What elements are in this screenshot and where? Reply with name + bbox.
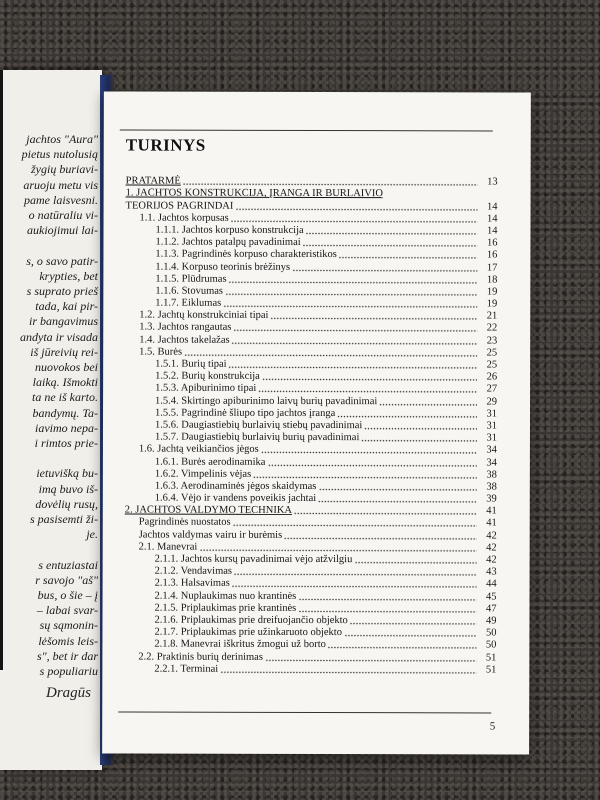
toc-leader-dots [234, 568, 477, 577]
toc-leader-dots [294, 507, 477, 515]
facing-page-line: jachtos "Aura" [26, 132, 98, 146]
toc-entry-label: 1.1.3. Pagrindinės korpuso charakteristikos [155, 248, 337, 261]
toc-entry-label: 1.5.3. Apiburinimo tipai [155, 382, 257, 395]
toc-entry [125, 273, 497, 286]
facing-page-line: sų sąmonin- [39, 618, 98, 633]
toc-entry-page: 31 [486, 408, 498, 420]
toc-entry-page: 50 [485, 639, 497, 651]
toc-leader-dots [318, 483, 476, 491]
toc-entry [124, 651, 496, 664]
toc-entry-label: 2.1.1. Jachtos kursų pavadinimai vėjo atžvilgiu [154, 553, 353, 566]
toc-entry-page: 42 [486, 530, 497, 542]
toc-entry-label: PRATARMĖ [125, 175, 181, 187]
toc-entry-label: 1.1.5. Plūdrumas [155, 273, 227, 285]
toc-entry-label: 1.5. Burės [139, 346, 183, 358]
toc-entry-label: 1.5.5. Pagrindinė šliupo tipo jachtos įranga [155, 407, 336, 419]
toc-entry-page: 21 [486, 310, 498, 322]
toc-entry-page: 26 [486, 371, 498, 383]
toc-entry [125, 236, 497, 249]
toc-entry [125, 529, 497, 542]
facing-page-line: ta ne iš karto. [32, 390, 98, 405]
facing-page-line: lėšomis leis- [38, 633, 98, 648]
toc-entry [125, 407, 497, 420]
toc-leader-dots [261, 446, 477, 455]
toc-leader-dots [298, 605, 476, 613]
toc-entry [124, 614, 496, 627]
toc-entry [125, 285, 497, 298]
facing-page-line: bandymų. Ta- [32, 405, 98, 420]
toc-entry [125, 492, 497, 505]
toc-entry-page: 25 [486, 359, 498, 371]
facing-page-line: andyta ir visada [20, 329, 98, 344]
toc-entry-page: 16 [486, 249, 498, 261]
toc-leader-dots [318, 495, 477, 503]
toc-entry-label: 1.1.2. Jachtos patalpų pavadinimai [155, 236, 301, 249]
toc-entry [125, 480, 497, 493]
toc-entry-page: 18 [486, 274, 498, 286]
toc-entry-page: 41 [486, 505, 497, 517]
toc-entry-label: 1.1.4. Korpuso teorinis brėžinys [155, 261, 291, 273]
facing-page-line: imą buvo iš- [38, 481, 98, 496]
toc-entry-page: 29 [486, 396, 498, 408]
toc-leader-dots [344, 629, 477, 637]
toc-entry-page: 34 [486, 444, 497, 456]
toc-entry-label: 2. JACHTOS VALDYMO TECHNIKA [124, 504, 293, 517]
toc-entry-label: 1.6. Jachtą veikiančios jėgos [138, 443, 259, 456]
facing-page-line: – labai svar- [36, 603, 98, 618]
toc-entry [125, 590, 497, 603]
top-rule [120, 129, 493, 131]
signature: Dragūs [46, 685, 92, 701]
toc-entry-label: 1.6.3. Aerodinaminės jėgos skaidymas [154, 480, 317, 492]
facing-page-line: bus, o šie – į [37, 588, 98, 602]
toc-entry [125, 468, 497, 481]
toc-entry-label: 1.5.1. Burių tipai [155, 358, 227, 370]
toc-entry-page: 51 [485, 664, 497, 676]
toc-leader-dots [229, 275, 478, 284]
facing-page-line: pame laisvesni. [24, 192, 98, 207]
toc-entry-label: 2.1.3. Halsavimas [154, 577, 230, 590]
facing-page-line: s suprato prieš [26, 284, 98, 298]
facing-page-line: aruoju metu vis [23, 177, 98, 192]
facing-page-line: laiką. Išmokti [32, 375, 98, 390]
toc-entry [125, 358, 497, 371]
toc-entry [125, 310, 497, 323]
facing-page-line: iš jūreivių rei- [30, 344, 98, 359]
toc-leader-dots [270, 312, 477, 321]
facing-page-line: krypties, bet [39, 268, 98, 283]
toc-entry-page: 27 [486, 383, 498, 395]
toc-entry-page: 42 [486, 554, 497, 566]
toc-leader-dots [361, 434, 477, 442]
toc-entry-page: 41 [486, 517, 497, 529]
toc-entry-label: Jachtos valdymas vairu ir burėmis [138, 529, 283, 541]
toc-leader-dots [337, 410, 477, 418]
toc-entry-label: 2.1.6. Priplaukimas prie dreifuojančio objekto [154, 614, 348, 627]
toc-entry-page: 38 [486, 469, 497, 481]
toc-entry [125, 456, 497, 469]
toc-leader-dots [184, 348, 477, 357]
bottom-rule [118, 711, 491, 713]
toc-entry-label: 1. JACHTOS KONSTRUKCIJA, ĮRANGA IR BURLAIVIO [125, 187, 383, 200]
facing-page-line: iavimo nepa- [35, 420, 98, 435]
toc-entry-label: 1.6.4. Vėjo ir vandens poveikis jachtai [154, 492, 317, 505]
toc-leader-dots [223, 300, 477, 309]
page-edge [0, 70, 3, 670]
toc-entry-label: 2.1.2. Vendavimas [154, 565, 233, 577]
toc-entry-label: 2.2. Praktinis burių derinimas [138, 651, 263, 663]
toc-entry [124, 639, 496, 652]
toc-entry-label: 1.4. Jachtos takelažas [139, 334, 230, 346]
table-of-contents [124, 175, 497, 676]
facing-page-line: ietuvišką bu- [36, 466, 98, 481]
facing-page-line: r savojo "aš" [35, 572, 98, 587]
toc-entry [124, 626, 496, 639]
toc-entry [125, 517, 497, 530]
toc-entry [125, 334, 497, 347]
toc-leader-dots [199, 544, 476, 553]
toc-entry [125, 431, 497, 444]
toc-entry [125, 322, 497, 335]
toc-leader-dots [354, 556, 476, 564]
toc-leader-dots [262, 373, 477, 382]
book-page [102, 91, 531, 754]
toc-leader-dots [233, 519, 477, 528]
toc-entry-label: 2.1.8. Manevrai iškritus žmogui už borto [154, 638, 326, 651]
toc-leader-dots [328, 641, 477, 649]
facing-page-line: i rimtos prie- [34, 436, 98, 450]
toc-entry [125, 370, 497, 383]
toc-entry-label: 1.5.6. Daugiastiebių burlaivių stiebų pavadinimai [154, 419, 363, 432]
toc-entry-page: 45 [486, 591, 497, 603]
toc-leader-dots [292, 263, 477, 271]
toc-entry-label: TEORIJOS PAGRINDAI [125, 200, 234, 212]
facing-page-line: pietus nutolusią [21, 147, 98, 162]
facing-page-line: žygių buriavi- [31, 162, 98, 177]
toc-leader-dots [220, 665, 476, 674]
toc-entry-label: 2.1.5. Priplaukimas prie krantinės [154, 602, 297, 614]
toc-entry-page: 17 [486, 261, 498, 273]
toc-entry-label: 1.1.6. Stovumas [155, 285, 224, 297]
toc-entry-page: 23 [486, 335, 498, 347]
toc-entry [125, 565, 497, 578]
toc-entry-page: 50 [485, 627, 497, 639]
facing-page-line: s pasisemti ži- [29, 512, 98, 526]
toc-leader-dots [350, 617, 477, 625]
facing-page-line: s, o savo patir- [26, 253, 98, 268]
toc-leader-dots [258, 385, 477, 394]
toc-entry-label: 2.1.7. Priplaukimas prie užinkaruoto objekto [154, 626, 342, 639]
facing-page-line: aukiojimui lai- [27, 223, 98, 238]
toc-leader-dots [265, 653, 476, 662]
toc-entry [125, 505, 497, 518]
toc-entry-page: 34 [486, 456, 497, 468]
toc-entry [125, 553, 497, 566]
toc-entry-label: 1.1.7. Eiklumas [155, 297, 222, 309]
toc-entry-page: 14 [487, 201, 498, 213]
toc-entry-label: 1.2. Jachtų konstrukciniai tipai [139, 309, 269, 322]
toc-entry-label: 1.6.1. Burės aerodinamika [154, 456, 266, 468]
toc-entry [125, 346, 497, 359]
toc-leader-dots [385, 191, 478, 199]
toc-entry-page: 22 [486, 322, 498, 334]
toc-leader-dots [379, 398, 477, 406]
toc-leader-dots [231, 215, 478, 224]
toc-entry-label: 1.3. Jachtos rangautas [139, 321, 232, 334]
toc-entry-label: 1.5.2. Burių konstrukcija [155, 370, 260, 383]
toc-entry [125, 444, 497, 457]
toc-entry [126, 212, 498, 225]
toc-entry-page: 51 [485, 651, 497, 663]
toc-leader-dots [235, 202, 477, 211]
toc-entry-page: 16 [486, 237, 498, 249]
facing-page [0, 70, 102, 770]
toc-leader-dots [225, 288, 477, 297]
facing-page-line: dovėlių rusų, [35, 496, 98, 511]
toc-entry [125, 578, 497, 591]
toc-leader-dots [232, 580, 477, 589]
page-title: TURINYS [125, 135, 206, 155]
toc-entry-page: 49 [485, 615, 497, 627]
toc-entry [125, 383, 497, 396]
toc-leader-dots [284, 532, 477, 541]
toc-entry-label: 1.1.1. Jachtos korpuso konstrukcija [155, 224, 304, 236]
toc-entry [125, 541, 497, 554]
toc-entry [125, 297, 497, 310]
toc-entry-page: 42 [486, 542, 497, 554]
toc-leader-dots [232, 336, 478, 345]
toc-leader-dots [306, 227, 478, 235]
toc-entry-label: 2.1. Manevrai [138, 541, 198, 553]
toc-entry-label: 1.5.4. Skirtingo apiburinimo laivų burių pavadinimai [155, 395, 378, 407]
toc-entry-page: 19 [486, 298, 498, 310]
toc-entry [126, 175, 498, 188]
toc-entry-label: 1.1. Jachtos korpusas [139, 212, 229, 224]
toc-entry-page: 19 [486, 286, 498, 298]
toc-entry-page: 13 [487, 176, 498, 188]
facing-page-line: o natūraliu vi- [28, 208, 98, 222]
toc-entry-page: 47 [486, 603, 497, 615]
toc-entry-label: 2.2.1. Terminai [154, 663, 219, 675]
toc-entry [125, 261, 497, 274]
toc-entry-page: 14 [486, 225, 498, 237]
facing-page-line: s entuziastai [38, 557, 98, 572]
facing-page-line: tada, kai pir- [35, 299, 98, 314]
toc-entry [124, 663, 496, 676]
toc-entry-page: 14 [487, 213, 498, 225]
page-number: 5 [489, 720, 496, 733]
toc-entry [125, 395, 497, 408]
toc-entry-page: 43 [486, 566, 497, 578]
toc-leader-dots [303, 239, 478, 247]
toc-leader-dots [267, 458, 477, 467]
toc-entry-page: 31 [486, 432, 497, 444]
toc-leader-dots [339, 251, 478, 259]
facing-page-line: nuovokos bei [35, 360, 98, 374]
facing-page-line: s populiariu [39, 664, 98, 678]
toc-entry-label: Pagrindinės nuostatos [138, 516, 231, 529]
toc-entry-page: 25 [486, 347, 498, 359]
facing-page-line: ir bangavimus [29, 314, 98, 329]
toc-leader-dots [183, 178, 478, 187]
toc-leader-dots [253, 471, 477, 480]
toc-entry-page: 39 [486, 493, 497, 505]
toc-entry [125, 249, 497, 262]
toc-entry-label: 1.6.2. Vimpelinis vėjas [154, 468, 252, 480]
toc-entry [125, 224, 497, 237]
toc-entry-page: 31 [486, 420, 498, 432]
toc-leader-dots [298, 593, 476, 601]
toc-leader-dots [364, 422, 477, 430]
toc-leader-dots [233, 324, 477, 333]
toc-entry-label: 1.5.7. Daugiastiebių burlaivių burių pavadinimai [154, 431, 360, 444]
toc-entry [124, 602, 496, 615]
toc-leader-dots [229, 361, 478, 370]
toc-entry-page: 38 [486, 481, 497, 493]
facing-page-line: s", bet ir dar [36, 648, 98, 663]
toc-entry-label: 2.1.4. Nuplaukimas nuo krantinės [154, 590, 297, 602]
facing-page-line: je. [86, 527, 98, 542]
toc-entry-page: 44 [486, 578, 497, 590]
toc-entry [126, 188, 498, 201]
toc-entry [126, 200, 498, 213]
toc-entry [125, 419, 497, 432]
